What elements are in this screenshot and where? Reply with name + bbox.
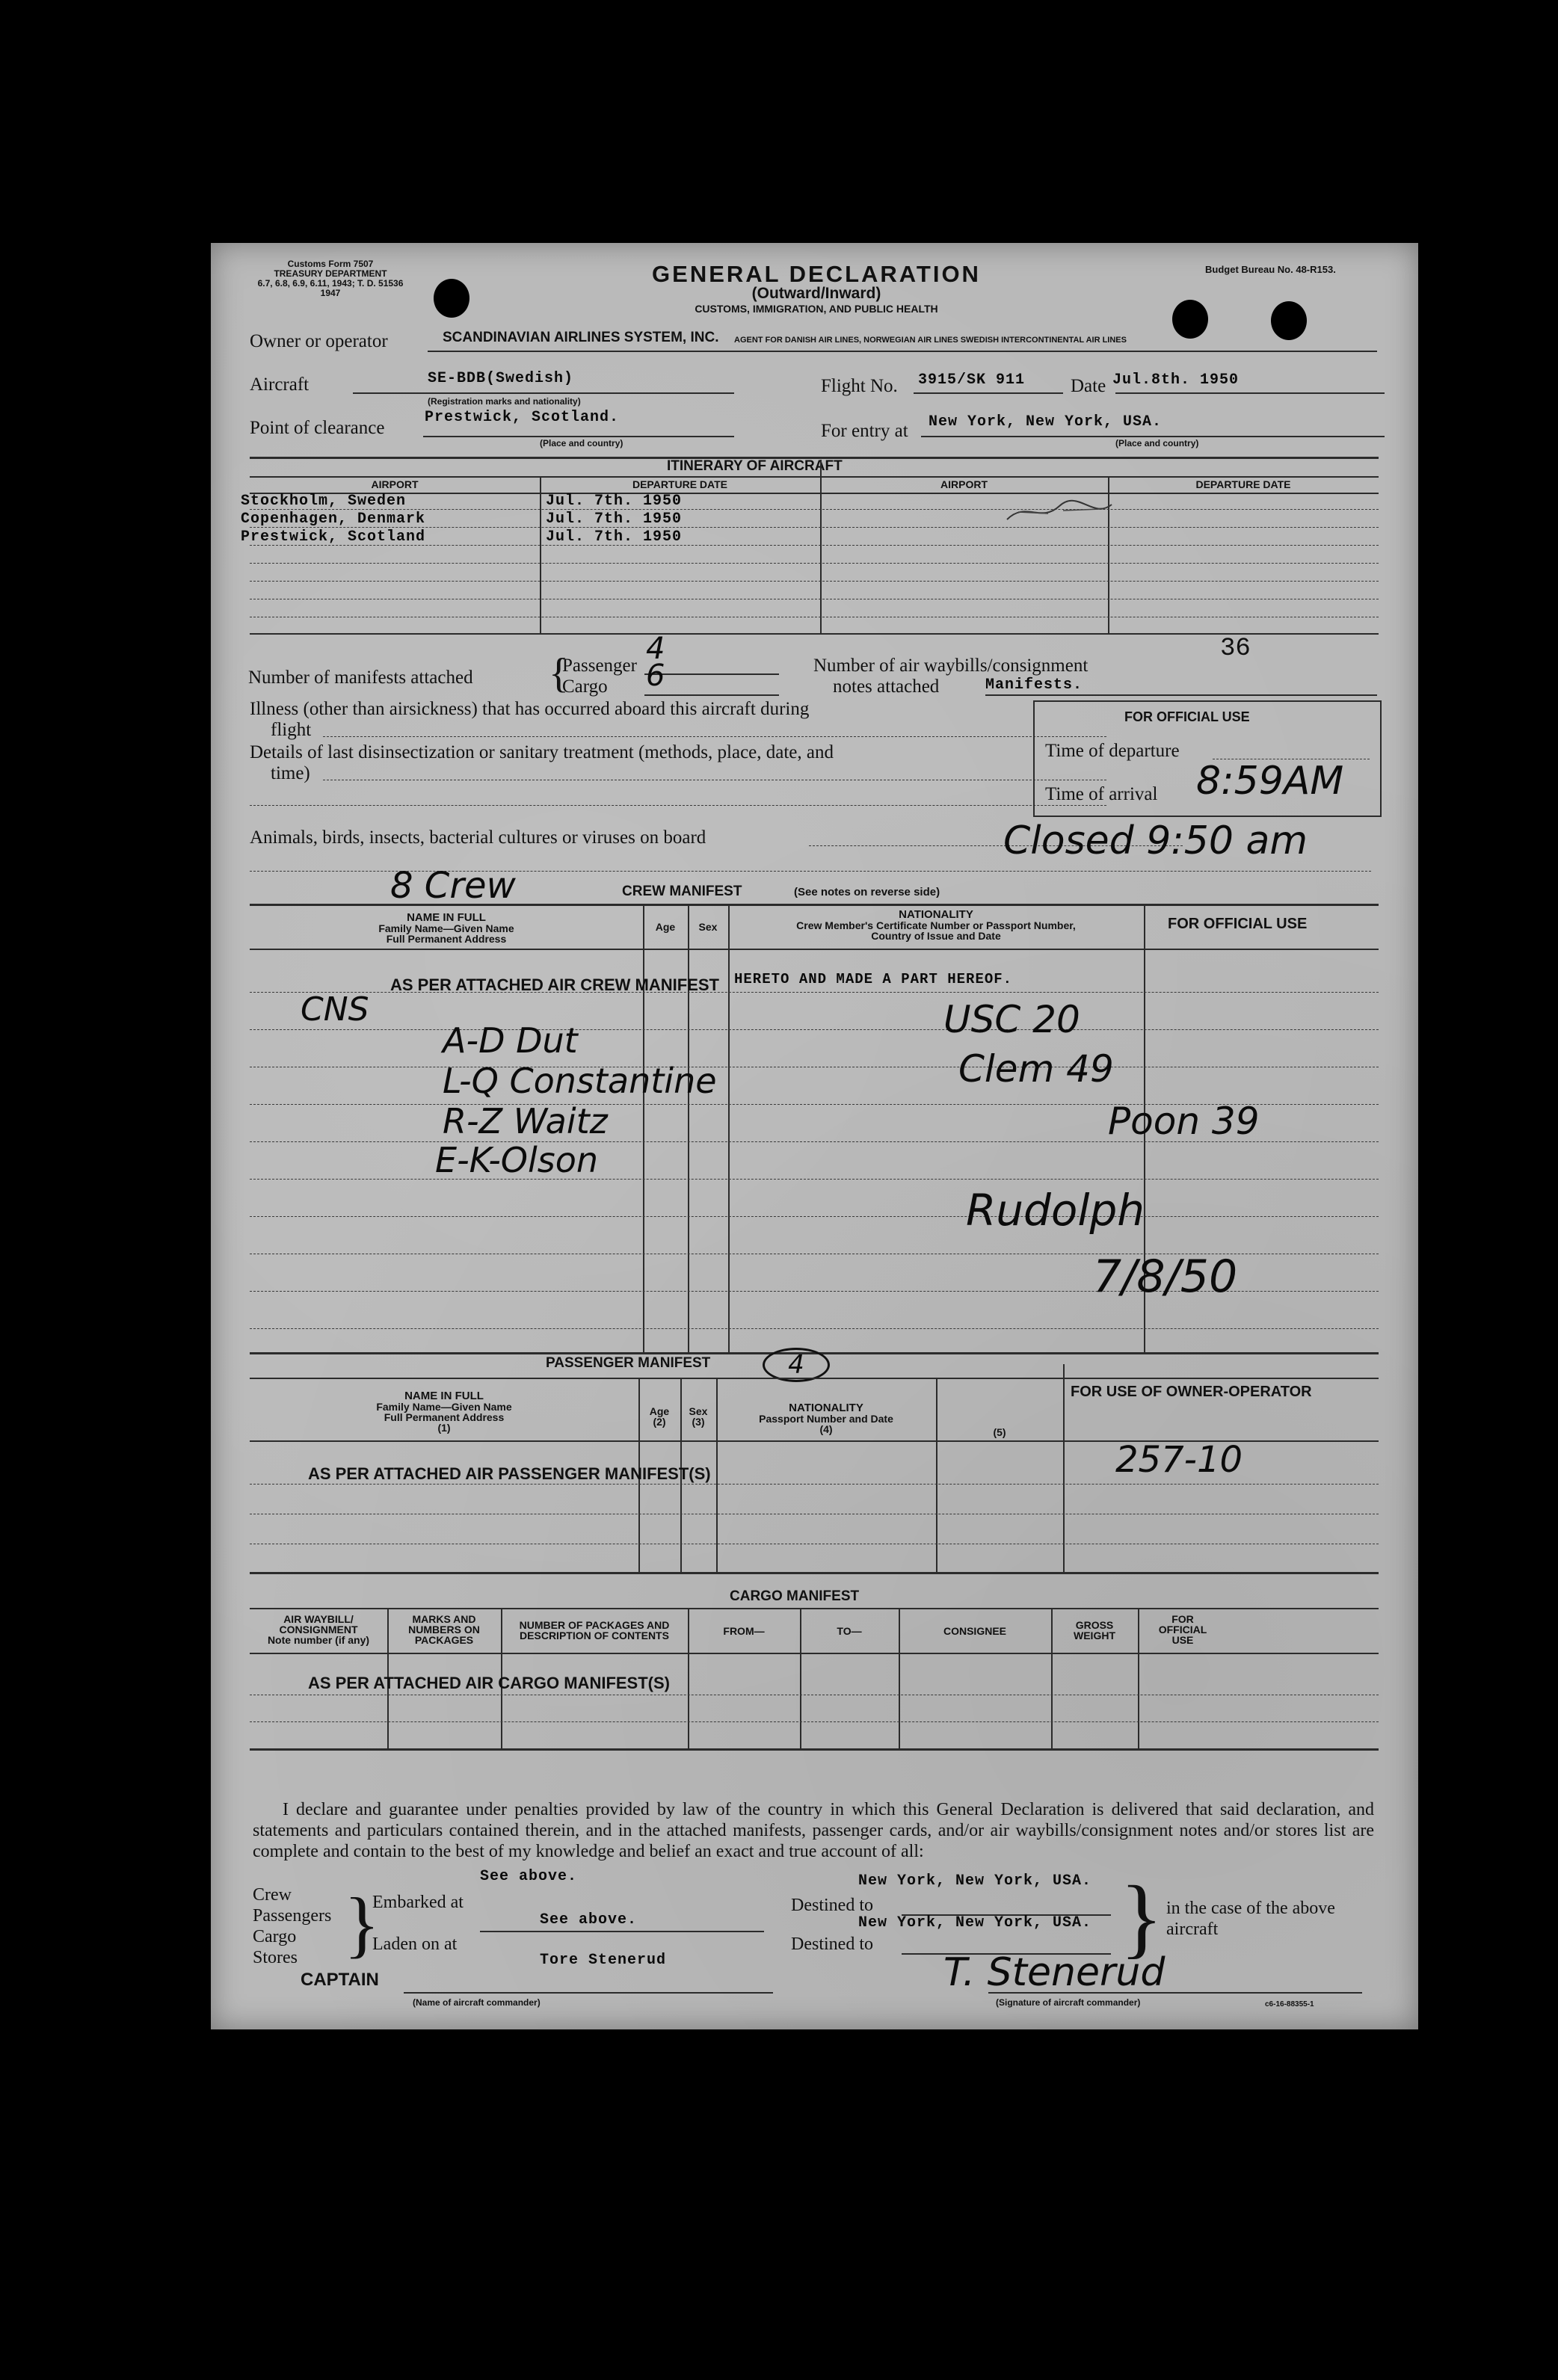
crew-handwritten-name-4: E-K-Olson (435, 1140, 599, 1180)
crew-handwritten-name-3: R-Z Waitz (443, 1101, 608, 1141)
passenger-col-name-4: (1) (437, 1422, 451, 1434)
itinerary-col-date-2: DEPARTURE DATE (1195, 478, 1291, 490)
declaration-item-stores: Stores (253, 1948, 298, 1967)
cargo-count: 6 (646, 659, 665, 693)
cargo-col-weight-1: GROSS (1075, 1619, 1114, 1631)
crew-title: CREW MANIFEST (622, 884, 742, 899)
passenger-col-age-2: (2) (653, 1416, 666, 1428)
captain-value: Tore Stenerud (540, 1952, 667, 1969)
crew-col-nationality-3: Country of Issue and Date (871, 930, 1001, 942)
punch-hole (1271, 301, 1307, 340)
passenger-col-name (250, 1391, 638, 1433)
form-header (585, 261, 1048, 315)
passenger-handwritten-number: 257-10 (1115, 1439, 1243, 1481)
subtitle: CUSTOMS, IMMIGRATION, AND PUBLIC HEALTH (695, 303, 938, 315)
crew-typed-row: AS PER ATTACHED AIR CREW MANIFEST (390, 975, 719, 994)
itinerary-airport-3: Prestwick, Scotland (241, 528, 426, 546)
brace-icon: } (1120, 1867, 1163, 1967)
laden-label: Laden on at (372, 1934, 458, 1954)
crew-col-sex: Sex (698, 921, 718, 933)
form-year: 1947 (320, 288, 341, 298)
destined-label-1: Destined to (791, 1896, 873, 1915)
passenger-col-nationality (716, 1403, 936, 1434)
crew-col-nationality-2: Crew Member's Certificate Number or Passport Number, (796, 919, 1076, 931)
crew-col-nationality-1: NATIONALITY (899, 908, 973, 921)
crew-handwritten-mark-3: Poon 39 (1108, 1100, 1260, 1143)
cargo-col-marks-3: PACKAGES (414, 1634, 474, 1646)
crew-handwritten-name-1: A-D Dut (443, 1020, 578, 1061)
cargo-col-official-3: USE (1171, 1634, 1194, 1646)
crew-count: 8 Crew (390, 865, 516, 907)
passenger-col-name-3: Full Permanent Address (384, 1411, 505, 1423)
crew-col-name-2: Family Name—Given Name (378, 922, 514, 934)
crew-typed-nationality: HERETO AND MADE A PART HEREOF. (734, 971, 1013, 987)
embarked-label: Embarked at (372, 1893, 464, 1912)
signature-caption: (Signature of aircraft commander) (996, 1997, 1141, 2008)
crew-col-name-3: Full Permanent Address (386, 933, 507, 945)
itinerary-date-1: Jul. 7th. 1950 (546, 493, 683, 510)
declaration-form (211, 243, 1418, 2029)
destined-value-2: New York, New York, USA. (858, 1914, 1092, 1932)
page-title: GENERAL DECLARATION (652, 261, 981, 287)
cargo-label: Cargo (562, 676, 608, 697)
crew-handwritten-date: 7/8/50 (1093, 1251, 1238, 1303)
closed-time: Closed 9:50 am (1003, 818, 1308, 863)
crew-handwritten-mark-2: Clem 49 (958, 1047, 1114, 1091)
declaration-item-cargo: Cargo (253, 1927, 297, 1946)
date-value: Jul.8th. 1950 (1112, 372, 1240, 389)
itinerary-date-2: Jul. 7th. 1950 (546, 511, 683, 528)
brace-icon: } (344, 1882, 380, 1965)
itinerary-col-airport-2: AIRPORT (940, 478, 988, 490)
passenger-typed-row: AS PER ATTACHED AIR PASSENGER MANIFEST(S) (308, 1464, 711, 1483)
passenger-col-name-2: Family Name—Given Name (376, 1401, 512, 1413)
crew-col-name-1: NAME IN FULL (407, 911, 486, 924)
crew-handwritten-mark-1: USC 20 (943, 998, 1080, 1041)
captain-signature: T. Stenerud (943, 1950, 1166, 1995)
embarked-value: See above. (480, 1868, 578, 1885)
crew-note: (See notes on reverse side) (794, 886, 940, 898)
aircraft-caption: (Registration marks and nationality) (428, 396, 581, 407)
cargo-col-from: FROM— (723, 1625, 765, 1637)
departure-time-label: Time of departure (1045, 741, 1180, 761)
arrival-time-label: Time of arrival (1045, 784, 1158, 804)
cargo-col-official-1: FOR (1171, 1613, 1194, 1625)
declaration-item-crew: Crew (253, 1885, 292, 1905)
entry-caption: (Place and country) (1115, 438, 1199, 448)
cargo-title: CARGO MANIFEST (730, 1588, 860, 1604)
form-references: 6.7, 6.8, 6.9, 6.11, 1943; T. D. 51536 (257, 278, 404, 289)
cargo-col-waybill (250, 1614, 387, 1645)
passenger-col-age (638, 1406, 680, 1427)
cargo-col-waybill-1: AIR WAYBILL/ (283, 1613, 354, 1625)
animals-label: Animals, birds, insects, bacterial cultures or viruses on board (250, 827, 706, 848)
passenger-col-sex-2: (3) (692, 1416, 705, 1428)
cargo-col-weight (1051, 1620, 1138, 1641)
destined-label-2: Destined to (791, 1934, 873, 1954)
passenger-label: Passenger (562, 656, 637, 676)
aircraft-value: SE-BDB(Swedish) (428, 370, 574, 387)
punch-hole (1172, 300, 1208, 339)
cargo-col-marks-2: NUMBERS ON (408, 1624, 480, 1636)
entry-label: For entry at (821, 421, 908, 441)
passenger-col-sex (680, 1406, 716, 1427)
cargo-col-waybill-2: CONSIGNMENT (279, 1624, 358, 1636)
cargo-col-marks (387, 1614, 501, 1645)
waybills-label: Number of air waybills/consignment (813, 656, 1089, 676)
destined-value-1: New York, New York, USA. (858, 1872, 1092, 1890)
cargo-typed-row: AS PER ATTACHED AIR CARGO MANIFEST(S) (308, 1674, 670, 1692)
crew-col-age: Age (655, 921, 676, 933)
flight-value: 3915/SK 911 (918, 372, 1026, 389)
passenger-title: PASSENGER MANIFEST (546, 1355, 711, 1371)
passenger-col-name-1: NAME IN FULL (404, 1390, 484, 1402)
crew-col-official: FOR OFFICIAL USE (1168, 916, 1308, 932)
cargo-col-official (1138, 1614, 1228, 1645)
entry-value: New York, New York, USA. (929, 413, 1163, 431)
owner-value: SCANDINAVIAN AIRLINES SYSTEM, INC. (443, 330, 719, 345)
aircraft-label: Aircraft (250, 374, 310, 395)
cargo-col-description (501, 1620, 688, 1641)
declaration-text: I declare and guarantee under penalties provided by law of the country in which this General Declaration is delivered that said declaration, and statements and particulars contained therein, and in the attached manifests, passenger cards, and/or air waybills/consignment notes and/or stores list are complete and contain to the best of my knowledge and belief an exact and true account of all: (253, 1800, 1374, 1861)
stamp-number: 36 (1220, 635, 1251, 663)
itinerary-airport-2: Copenhagen, Denmark (241, 511, 426, 528)
passenger-count: 4 (646, 632, 665, 666)
crew-handwritten-prefix: CNS (301, 990, 369, 1029)
embarked-value-2: See above. (540, 1911, 638, 1929)
form-number: Customs Form 7507 (287, 259, 374, 269)
cargo-col-consignee: CONSIGNEE (943, 1625, 1006, 1637)
itinerary-col-airport: AIRPORT (371, 478, 419, 490)
itinerary-airport-1: Stockholm, Sweden (241, 493, 407, 510)
budget-number: Budget Bureau No. 48-R153. (1205, 264, 1336, 275)
passenger-col-owner: FOR USE OF OWNER-OPERATOR (1071, 1384, 1312, 1400)
punch-hole (434, 279, 469, 318)
case-note: in the case of the above aircraft (1166, 1899, 1335, 1939)
arrival-time: 8:59AM (1196, 759, 1344, 804)
form-identifier (248, 259, 413, 298)
scribble-mark (1003, 497, 1115, 527)
cargo-col-description-2: DESCRIPTION OF CONTENTS (520, 1630, 669, 1641)
waybills-value: Manifests. (985, 676, 1083, 694)
cargo-col-description-1: NUMBER OF PACKAGES AND (519, 1619, 670, 1631)
crew-col-name (250, 913, 643, 944)
illness-label-2: flight (271, 720, 312, 740)
crew-handwritten-signature: Rudolph (966, 1185, 1145, 1236)
illness-label: Illness (other than airsickness) that has occurred aboard this aircraft during (250, 699, 810, 719)
cargo-col-official-2: OFFICIAL (1158, 1624, 1207, 1636)
owner-label: Owner or operator (250, 331, 388, 351)
official-use-title: FOR OFFICIAL USE (1124, 709, 1250, 724)
itinerary-date-3: Jul. 7th. 1950 (546, 528, 683, 546)
itinerary-col-date: DEPARTURE DATE (632, 478, 728, 490)
clearance-label: Point of clearance (250, 418, 385, 438)
cargo-col-to: TO— (837, 1625, 862, 1637)
clearance-caption: (Place and country) (540, 438, 623, 448)
passenger-col-5: (5) (993, 1426, 1006, 1438)
disinsect-label: Details of last disinsectization or sanitary treatment (methods, place, date, and (250, 742, 834, 762)
declaration-items (253, 1884, 331, 1968)
cargo-col-weight-2: WEIGHT (1074, 1630, 1115, 1641)
print-code: c6-16-88355-1 (1265, 2000, 1314, 2008)
declaration-item-passengers: Passengers (253, 1906, 332, 1926)
date-label: Date (1071, 376, 1106, 396)
passenger-col-nationality-2: Passport Number and Date (759, 1413, 893, 1425)
flight-label: Flight No. (821, 376, 898, 396)
crew-col-nationality (728, 910, 1144, 941)
department: TREASURY DEPARTMENT (274, 268, 387, 279)
captain-label: CAPTAIN (301, 1970, 379, 1990)
captain-caption: (Name of aircraft commander) (413, 1997, 541, 2008)
direction: (Outward/Inward) (751, 285, 881, 302)
disinsect-label-2: time) (271, 763, 310, 783)
passenger-col-nationality-3: (4) (819, 1423, 833, 1435)
passenger-col-age-1: Age (649, 1405, 670, 1417)
cargo-col-marks-1: MARKS AND (412, 1613, 476, 1625)
owner-agent-note: AGENT FOR DANISH AIR LINES, NORWEGIAN AIR LINES SWEDISH INTERCONTINENTAL AIR LINES (734, 336, 1127, 345)
passenger-circled-value: 4 (788, 1350, 804, 1380)
brace-icon: { (549, 650, 569, 697)
passenger-col-nationality-1: NATIONALITY (789, 1402, 863, 1414)
passenger-col-sex-1: Sex (689, 1405, 708, 1417)
itinerary-title: ITINERARY OF AIRCRAFT (667, 458, 843, 474)
waybills-label-2: notes attached (833, 676, 940, 697)
crew-handwritten-name-2: L-Q Constantine (443, 1061, 717, 1101)
cargo-col-waybill-3: Note number (if any) (267, 1634, 370, 1646)
clearance-value: Prestwick, Scotland. (425, 409, 620, 426)
manifests-label: Number of manifests attached (248, 668, 473, 688)
